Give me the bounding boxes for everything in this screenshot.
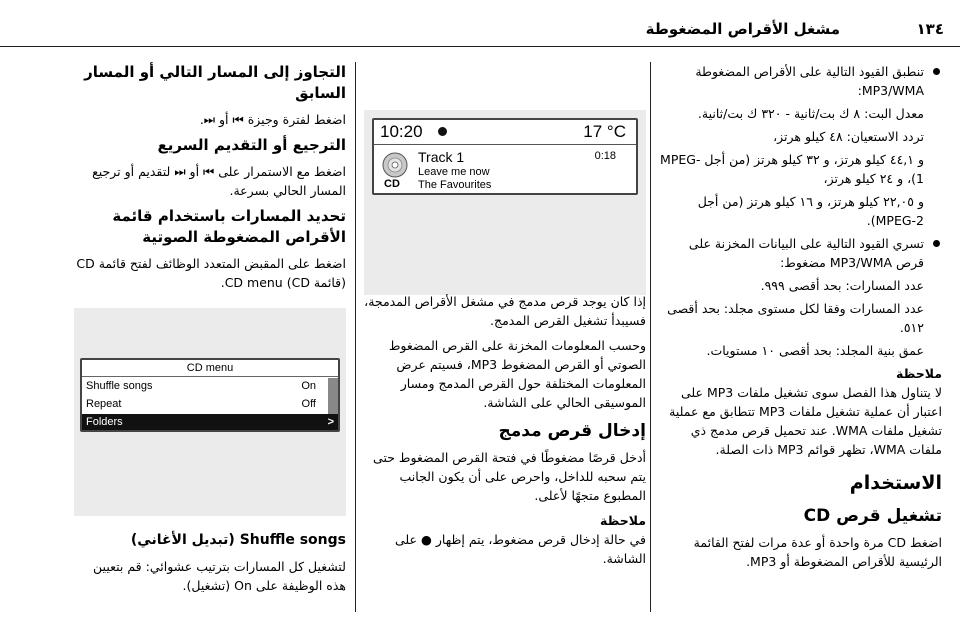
sample-rate-text-3: و ٢٢,٠٥ كيلو هرتز، و ١٦ كيلو هرتز (من أجل MPEG-2). — [697, 194, 924, 228]
menu-row-shuffle[interactable] — [82, 378, 338, 395]
select-tracks-heading: تحديد المسارات باستخدام قائمة الأقراص المضغوطة الصوتية — [112, 207, 346, 246]
cd-inserted-indicator-icon — [438, 127, 447, 136]
header-divider — [0, 46, 960, 47]
bullet-mp3-limits: تنطبق القيود التالية على الأقراص المضغوطة MP3/WMA: — [660, 62, 942, 100]
cd-info-text: وحسب المعلومات المخزنة على القرص المضغوط الصوتي أو القرص المضغوط MP3، فسيتم عرض المعلومات المختلفة حول القرص المدمج ومسار الموسيقى الحالي على الشاشة. — [388, 338, 646, 410]
sample-rate-text-1: تردد الاستعيان: ٤٨ كيلو هرتز، — [773, 129, 924, 144]
page-number: ١٣٤ — [916, 20, 944, 38]
note-text: لا يتناول هذا الفصل سوى تشغيل ملفات MP3 على اعتبار أن عملية تشغيل ملفات MP3 تتطابق مع عملية تشغيل ملفات WMA. عند تحميل قرص مدمج ذي ملفات WMA، تظهر قوائم MP3 ذات الصلة. — [669, 385, 942, 457]
repeat-label: Repeat — [86, 398, 122, 410]
insert-cd-text: أدخل قرصًا مضغوطًا في فتحة القرص المضغوط حتى يتم سحبه للداخل، واحرص على أن يكون الجانب المطبوع متجهًا لأعلى. — [373, 450, 646, 503]
menu-scrollbar[interactable] — [328, 378, 338, 414]
repeat-value: Off — [301, 398, 316, 410]
bitrate-text: معدل البت: ٨ ك بت/ثانية - ٣٢٠ ك بت/ثانية. — [697, 106, 924, 121]
left-column-bottom — [74, 530, 346, 601]
note-heading-2: ملاحظة — [600, 513, 646, 528]
shuffle-text: لتشغيل كل المسارات بترتيب عشوائي: قم بتعيين هذه الوظيفة على On (تشغيل). — [93, 559, 346, 593]
cd-playback-display — [372, 118, 638, 195]
column-divider-right — [650, 62, 651, 612]
page-header — [0, 0, 960, 48]
folder-depth-text: عمق بنية المجلد: بحد أقصى ١٠ مستويات. — [706, 343, 924, 358]
cd-source-label: CD — [384, 178, 400, 190]
song-title: Leave me now — [418, 166, 490, 178]
cd-autoplay-text: إذا كان يوجد قرص مدمج في مشغل الأقراص المدمجة، فسيبدأ تشغيل القرص المدمج. — [364, 294, 646, 328]
skip-track-text: اضغط لفترة وجيزة ⏮ أو ⏭. — [199, 112, 346, 127]
display-divider — [374, 144, 636, 145]
bullet-data-limits: تسري القيود التالية على البيانات المخزنة على قرص MP3/WMA مضغوط: — [660, 234, 942, 272]
shuffle-value: On — [301, 380, 316, 392]
sample-rate-text-2: و ٤٤,١ كيلو هرتز، و ٣٢ كيلو هرتز (من أجل MPEG-1)، و ٢٤ كيلو هرتز، — [660, 152, 924, 186]
insert-cd-heading: إدخال قرص مدمج — [498, 421, 646, 441]
track-count-text: عدد المسارات: بحد أقصى ٩٩٩. — [760, 278, 924, 293]
select-tracks-text: اضغط على المقبض المتعدد الوظائف لفتح قائمة CD (قائمة CD) CD menu. — [76, 256, 346, 290]
seek-text: اضغط مع الاستمرار على ⏮ أو ⏭ لتقديم أو ترجيع المسار الحالي بسرعة. — [92, 164, 346, 198]
start-cd-text: اضغط CD مرة واحدة أو عدة مرات لفتح القائمة الرئيسية للأقراص المضغوطة أو MP3. — [693, 535, 942, 569]
middle-column — [364, 292, 646, 574]
temperature-readout: 17 °C — [583, 122, 626, 141]
clock-readout: 10:20 — [380, 122, 423, 141]
track-elapsed-time: 0:18 — [594, 150, 616, 162]
shuffle-heading: Shuffle songs (تبديل الأغاني) — [130, 532, 346, 548]
start-cd-heading: تشغيل قرص CD — [803, 506, 942, 526]
page-title: مشغل الأقراص المضغوطة — [645, 20, 840, 38]
disc-icon — [382, 152, 408, 178]
cd-menu-title: CD menu — [82, 360, 338, 377]
note-heading: ملاحظة — [896, 366, 942, 381]
cd-playback-screen-figure — [364, 110, 646, 295]
note-text-2: في حالة إدخال قرص مضغوط، يتم إظهار ● على الشاشة. — [394, 532, 646, 566]
folders-label: Folders — [86, 416, 123, 428]
right-column — [660, 62, 942, 577]
cd-menu-display — [80, 358, 340, 432]
seek-heading: الترجيع أو التقديم السريع — [157, 136, 346, 154]
left-column — [74, 62, 346, 298]
column-divider-left — [355, 62, 356, 612]
tracks-per-level-text: عدد المسارات وفقا لكل مستوى مجلد: بحد أقصى ٥١٢. — [667, 301, 924, 335]
skip-track-heading: التجاوز إلى المسار التالي أو المسار السابق — [84, 63, 346, 102]
cd-menu-screen-figure — [74, 308, 346, 516]
chevron-right-icon: > — [327, 416, 334, 428]
menu-row-folders[interactable] — [82, 414, 338, 430]
shuffle-label: Shuffle songs — [86, 380, 153, 392]
usage-heading: الاستخدام — [849, 472, 942, 494]
artist-name: The Favourites — [418, 179, 492, 191]
menu-row-repeat[interactable] — [82, 396, 338, 413]
track-name: Track 1 — [418, 149, 465, 165]
